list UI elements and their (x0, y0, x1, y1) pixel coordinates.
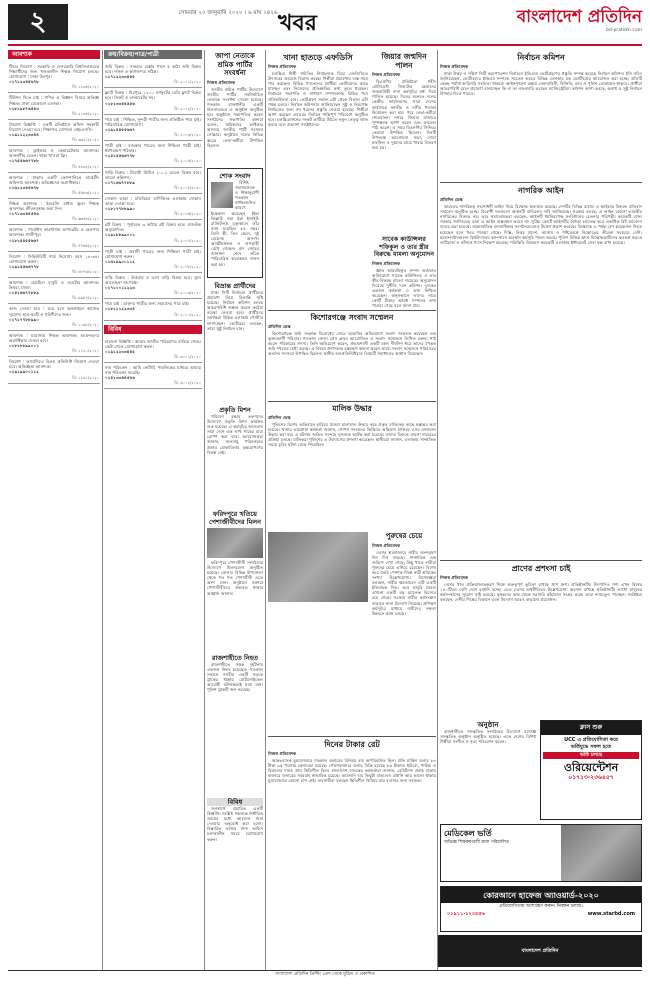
ad-text: জমি বিক্রয় : সাভারে রাস্তার পাশে ৫ কাঠা জমি বিক্রয় হবে। দলিল ও কাগজপত্র সঠিক। (105, 64, 201, 75)
classified-ad (8, 304, 100, 330)
imprint-line: বাংলাদেশ প্রতিদিন প্রিন্টিং প্রেস থেকে মুদ্রিত ও প্রকাশিত (8, 970, 642, 978)
ad-text: আবশ্যক : ড্রাইভার ও কেয়ারটেকার আবশ্যক। আকর্ষণীয় বেতন। থাকা খাওয়া ফ্রি। (9, 148, 99, 159)
classified-ad (8, 225, 100, 251)
column-divider (102, 50, 103, 970)
headline: দিনের টাকার রেট (324, 739, 380, 749)
classified-ad (104, 115, 202, 141)
ad-text: ফ্ল্যাট বিক্রয় : মিরপুরে ১২০০ বর্গফুটের রেডি ফ্ল্যাট বিক্রয় হবে। লিফট ও জেনারেটর সহ। (105, 90, 201, 101)
classified-ad (8, 120, 100, 146)
classified-ad (104, 88, 202, 114)
ad-phone[interactable]: ০১৮১৭৭৮৮৯৯০ (105, 206, 135, 212)
story-photo (207, 528, 263, 558)
headline: বিবিধ (207, 798, 263, 806)
ad-code: বি: ১১২০/২০২০ (72, 348, 99, 354)
headline: প্রকৃতি মিশন (219, 406, 251, 414)
ad-text: গাড়ি বিক্রয় : টয়োটা প্রিমিও ২০১২ মডেল বিক্রয় হবে। ভালো কন্ডিশন। (105, 169, 201, 180)
ad-text: নিয়োগ বিজ্ঞপ্তি : একটি প্রতিষ্ঠানে অফিস সহকারী নিয়োগ দেওয়া হবে। শিক্ষাগত যোগ্যতা এইচএসসি। (9, 121, 99, 132)
byline: প্রতিদিন ডেস্ক (440, 197, 463, 202)
classified-ad (8, 62, 100, 93)
classified-ad (8, 199, 100, 225)
classified-ad (8, 331, 100, 357)
story-body: রাজধানীতে সাংস্কৃতিক সংগঠনের উদ্যোগে মনোজ্ঞ সাংস্কৃতিক অনুষ্ঠান অনুষ্ঠিত হয়েছে। এতে দেশের বিশিষ্ট শিল্পীরা সংগীত ও নৃত্য পরিবেশন করেন। (440, 729, 536, 745)
story-body: ভারতের নাগরিকত্ব সংশোধনী আইন নিয়ে বিক্ষোভ অব্যাহত রয়েছে। দেশটির বিভিন্ন রাজ্যে এ আইনের বিরুদ্ধে প্রতিবাদ সমাবেশ অনুষ্ঠিত হচ্ছে। বিরোধী দলগুলো আইনটি বাতিলের দাবি জানিয়েছে। সরকার বলছে, এ আইন কোনো ভারতীয় নাগরিকের বিরুদ্ধে নয়। তবে সমালোচকরা বলছেন, আইনটি ধর্মনিরপেক্ষ সংবিধানের চেতনার পরিপন্থী। কয়েকটি রাজ্য সরকার জানিয়েছে তারা এ আইন বাস্তবায়ন করবে না। সুপ্রিম কোর্টে আইনটির বৈধতা চ্যালেঞ্জ করে একাধিক রিট আবেদন দায়ের করা হয়েছে। আন্তর্জাতিক মানবাধিকার সংগঠনগুলোও উদ্বেগ প্রকাশ করেছে। বিক্ষোভে এ পর্যন্ত বেশ কয়েকজন নিহত হয়েছেন বলে খবর পাওয়া গেছে। দিল্লি, উত্তর প্রদেশ, আসাম ও পশ্চিমবঙ্গে বিক্ষোভের তীব্রতা সবচেয়ে বেশি। ছাত্রসংগঠনগুলো বিশ্ববিদ্যালয় ক্যাম্পাসে অবস্থান কর্মসূচি পালন করছে। পুলিশ বিভিন্ন স্থানে বিক্ষোভকারীদের ছত্রভঙ্গ করতে লাঠিচার্জ ও কাঁদানে গ্যাস নিক্ষেপ করেছে। পরিস্থিতি নিয়ন্ত্রণে কয়েকটি এলাকায় ইন্টারনেট সেবা বন্ধ রাখা হয়েছে। (440, 204, 642, 245)
ad-code: বি: ২০০৮/২০২০ (174, 263, 201, 269)
classified-ad (104, 141, 202, 167)
ad-text: নিয়োগ : সিকিউরিটি গার্ড নিয়োগ। বয়স ১৮-৩৫। যোগাযোগ করুন। (9, 253, 99, 264)
footer-banner (438, 935, 642, 967)
byline: প্রতিদিন ডেস্ক (268, 415, 291, 420)
ad-phone[interactable]: ০১৭১৩৩৪৪৫৫৬ (9, 211, 39, 217)
ad-code: বি: ৪৪৩২/২০২০ (72, 163, 99, 169)
classified-ad (104, 273, 202, 299)
story-obituary (207, 168, 263, 278)
column-divider (265, 50, 266, 970)
story-body: ঢাকা উত্তর ও দক্ষিণ সিটি করপোরেশন নির্বাচনে ইভিএমে ভোটগ্রহণের প্রস্তুতি সম্পন্ন করেছে নির্বাচন কমিশন। ইসি সচিব জানিয়েছেন, ভোটারদের ইভিএম সম্পর্কে সচেতন করতে বিভিন্ন এলাকায় মক ভোটিংয়ের আয়োজন করা হচ্ছে। প্রতিটি কেন্দ্রে পর্যাপ্ত কারিগরি সহায়তা থাকবে। আইনশৃঙ্খলা রক্ষায় সেনাবাহিনী, বিজিবি, র‍্যাব ও পুলিশ মোতায়েন থাকবে। প্রার্থীরা আচরণবিধি মেনে প্রচারণা চালাচ্ছেন কি না তা নজরদারি করছেন ম্যাজিস্ট্রেটরা। কমিশন আশা করছে, অবাধ ও সুষ্ঠু নির্বাচন উপহার দিতে পারবে। (440, 71, 642, 97)
ad-phone[interactable]: ০১৭১২২৩৩৪৪৫ (105, 74, 135, 80)
ad-code: বি: ২০০৩/২০২০ (174, 132, 201, 138)
ad-phone[interactable]: ০১৮১৪৪৫৫৬৬৭ (9, 237, 39, 243)
ad-phone[interactable]: ০১৯১১২২৩৩৪৪ (9, 132, 39, 138)
ad-code: বি: ২০০৯/২০২০ (174, 290, 201, 296)
ad-code: বি: ২০০৭/২০২০ (174, 237, 201, 243)
ad-phone[interactable]: ০১৯১২২৩৩৪৪৫ (105, 348, 135, 354)
byline: নিজস্ব প্রতিবেদক (207, 79, 236, 85)
section-rule (268, 401, 436, 402)
ad-ucc[interactable] (540, 720, 642, 820)
ad-code: বি: ২০০৫/২০২০ (174, 184, 201, 190)
ad-text: কাজ দেওয়া হবে : ঘরে বসে অনলাইনে কাজের সুযোগ। ছাত্র-ছাত্রী ও গৃহিণীদের জন্য। (9, 306, 99, 317)
classified-ad (104, 299, 202, 320)
ad-phone[interactable]: ০১৯১৯৯০০১১২ (9, 369, 39, 375)
story-women-workforce (372, 532, 436, 732)
section-rule (440, 182, 642, 183)
ad-phone[interactable]: ০১৫১৫৫৬৬৭৭৮ (105, 153, 135, 159)
column-divider (437, 50, 438, 970)
ad-code: বি: ২০১০/২০২০ (174, 311, 201, 317)
masthead (462, 6, 642, 38)
ad-text: শিক্ষক আবশ্যক : ইংরেজি মাধ্যম স্কুলে শিক্ষক আবশ্যক। জীবনবৃত্তান্ত জমা দিন। (9, 200, 99, 212)
ad-text: আবশ্যক : মাদ্রাসায় শিক্ষক আবশ্যক। হাফেজদের অগ্রাধিকার দেওয়া হবে। (9, 332, 99, 343)
ad-phone[interactable]: ০১৮১৩৩৪৪৫৫৬ (105, 100, 135, 106)
ad-phone[interactable]: ০১৮১৯৮৭৬৫৪৩ (9, 105, 39, 111)
story-body: আন্তঃব্যাংক মুদ্রাবাজারে গতকাল ডলারের বিনিময় হার অপরিবর্তিত ছিল। প্রতি মার্কিন ডলার ৮৪ টাকা ৯৫ পয়সায় কেনাবেচা হয়েছে। খোলাবাজারে ডলার বিক্রি হয়েছে ৮৬ টাকায়। ইউরো, পাউন্ড ও রিয়ালের দামও প্রায় স্থিতিশীল ছিল। বাংলাদেশ ব্যাংকের কর্মকর্তারা জানান, রেমিট্যান্স প্রবাহ বাড়ায় বাজারে ডলারের সরবরাহ স্বাভাবিক রয়েছে। আমদানি ব্যয় কিছুটা বাড়লেও রপ্তানি আয় ভালো থাকায় মুদ্রাবাজারে কোনো চাপ নেই। ব্যবসায়ীরা বলছেন স্থিতিশীল বিনিময় হার ব্যবসার জন্য সহায়ক। (268, 758, 436, 784)
section-rule (268, 736, 436, 737)
story-body: কিশোরগঞ্জে জমি সংক্রান্ত বিরোধের জেরে হয়রানির অভিযোগে সংবাদ সম্মেলন করেছেন এক ভুক্তভোগী পরিবার। গতকাল জেলা প্রেস ক্লাবে আয়োজিত এ সংবাদ সম্মেলনে লিখিত বক্তব্য পাঠ করেন পরিবারের সদস্য। তিনি অভিযোগ করেন, প্রভাবশালী একটি মহল দীর্ঘদিন ধরে তাদের পৈতৃক জমি দখলের চেষ্টা করছে। এ বিষয়ে প্রশাসনের হস্তক্ষেপ কামনা করেন তারা। সংবাদ সম্মেলনে পরিবারের অন্যান্য সদস্যরা উপস্থিত ছিলেন। স্থানীয় জনপ্রতিনিধিরাও বিষয়টি সমাধানের আশ্বাস দিয়েছেন। (268, 331, 436, 357)
ad-code: বি: ২০০৪/২০২০ (174, 158, 201, 164)
byline: নিজস্ব প্রতিবেদক (440, 64, 469, 69)
ad-text: হারানো বিজ্ঞপ্তি : আমার জাতীয় পরিচয়পত্র হারিয়ে গেছে। কেউ পেলে যোগাযোগ করুন। (105, 338, 201, 349)
ad-phone[interactable]: ০১৬১৯৯০০১১২ (105, 258, 135, 264)
classified-ad (8, 252, 100, 278)
ad-text: বাড়ি বিক্রয় : উত্তরায় ৫ তলা বাড়ি বিক্রয় হবে। মূল্য আলোচনা সাপেক্ষে। (105, 275, 201, 286)
ad-text: নাম পরিবর্তন : আমি নোটারি পাবলিকের মাধ্যমে আমার নাম পরিবর্তন করেছি। (105, 365, 201, 376)
classified-heading-buy-sell: ক্রয়/বিক্রয়/পাত্র/পাত্রী (104, 50, 202, 59)
ad-text: পাত্র চাই : ডাক্তার পাত্রীর জন্য সমমানের পাত্র চাই। (105, 301, 190, 307)
byline: নিজস্ব প্রতিবেদক (268, 751, 297, 756)
ad-code: বি: ৬৬৫৪/২০২০ (72, 216, 99, 222)
story-candidates (207, 282, 263, 402)
classified-ad (8, 357, 100, 383)
headline: নির্বাচন কমিশন (517, 52, 565, 62)
story-body: পরিবেশ রক্ষায় তরুণদের উদ্যোগে প্রকৃতি মিশন কার্যক্রম শুরু হয়েছে। এ কর্মসূচির আওতায় সারা দেশে এক লাখ গাছের চারা রোপণ করা হবে। আয়োজকরা জানান, জলবায়ু পরিবর্তনের প্রভাব মোকাবিলায় বৃক্ষরোপণের বিকল্প নেই। (207, 414, 263, 455)
ad-phone[interactable]: ০১৭১৬৬৭৭৮৮৯ (105, 179, 135, 185)
ad-code: বি: ৩০০২/২০২০ (174, 380, 201, 386)
story-pran (440, 563, 642, 715)
headline: জাপা নেতাকে শ্রমিক পার্টির সংবর্ধনা (215, 52, 255, 77)
ad-phone[interactable]: ০১৭১০০১১২২৩ (105, 285, 135, 291)
ad-phone[interactable]: ০১৮১১১২২৩৩৪ (105, 306, 135, 312)
story-body: রাজশাহীতে সড়ক দুর্ঘটনায় একজন নিহত হয়েছেন। গতকাল সকালে নগরীর একটি সড়কে ট্রাকের ধাক্কায় মোটরসাইকেল আরোহী ঘটনাস্থলেই মারা যান। পুলিশ ট্রাকটি জব্দ করেছে। (207, 662, 263, 693)
story-nature (207, 406, 263, 506)
story-councillor (372, 236, 436, 308)
ad-text: আবশ্যক : ঢাকায় একটি কোম্পানিতে মার্কেটিং অফিসার আবশ্যক। অভিজ্ঞদের অগ্রাধিকার। (9, 174, 99, 185)
ad-phone[interactable]: ০১৮১৮৮৯৯০০১ (9, 343, 39, 349)
story-exchange-rate (268, 739, 436, 967)
byline: নিজস্ব প্রতিবেদক (372, 72, 401, 77)
ad-text: আবশ্যক : হোটেলে বাবুর্চি ও ওয়েটার আবশ্যক। উত্তরা, ঢাকা। (9, 280, 99, 291)
byline: নিজস্ব প্রতিবেদক (440, 575, 469, 580)
ad-phone[interactable]: ০১৬১২৩৪৫৬৭৮ (9, 184, 39, 190)
date-line: সোমবার ২০ জানুয়ারি ২০২০ । ৬ মাঘ ১৪২৬ (178, 10, 278, 16)
headline: জিয়ার জন্মদিন পালন (381, 52, 427, 70)
headline: নাগরিক আইন (518, 185, 564, 195)
ad-code: বি: ১০৯৮/২০২০ (72, 321, 99, 327)
ad-text: পাত্রী চাই : প্রবাসী পাত্রের জন্য শিক্ষিতা পাত্রী চাই। যোগাযোগ করুন। (105, 248, 201, 259)
ad-phone[interactable]: ০১৫১৩৩৪৪৫৫৬ (105, 375, 135, 381)
story-citizenship-law (440, 185, 642, 557)
headline: সাবেক কাউন্সিলর শফিকুল ও তার স্ত্রীর বিরুদ্ধে মামলা অনুমোদন (373, 236, 435, 258)
ad-phone[interactable]: ০১৯১৮৮৯৯০০১ (105, 232, 135, 238)
ad-phone[interactable]: ০১৯১৫৫৬৬৭৭৮ (9, 263, 39, 269)
byline: প্রতিদিন ডেস্ক (268, 324, 291, 329)
story-body: দেশের শ্রমবাজারে নারীর অংশগ্রহণ দিন দিন বাড়ছে। সাম্প্রতিক এক জরিপে দেখা গেছে, কিছু খাতে নারীরা পুরুষের চেয়ে এগিয়ে রয়েছেন। বিশেষ করে তৈরি পোশাক শিল্পে নারী শ্রমিকের সংখ্যা উল্লেখযোগ্য। বিশেষজ্ঞরা বলছেন, নারীর ক্ষমতায়নে এটি একটি ইতিবাচক দিক। তবে মজুরি বৈষম্য এখনো একটি বড় চ্যালেঞ্জ হিসেবে রয়ে গেছে। সরকার নারীর কর্মসংস্থান বাড়াতে নানা উদ্যোগ নিয়েছে। প্রশিক্ষণ কর্মসূচির মাধ্যমে নারীদের দক্ষতা উন্নয়নে কাজ চলছে। (372, 549, 436, 616)
story-body: বিশিষ্ট সমাজসেবক ও শিক্ষানুরাগী গতকাল বার্ধক্যজনিত কারণে ইন্তেকাল করেছেন (ইন্না লিল্লাহি ওয়া ইন্না ইলাইহি রাজিউন)। মৃত্যুকালে তাঁর বয়স হয়েছিল ৮৫ বছর। তিনি স্ত্রী, তিন ছেলে, দুই মেয়েসহ অসংখ্য আত্মীয়স্বজন ও গুণগ্রাহী রেখে গেছেন। বাদ জোহর জানাজা শেষে তাঁকে পারিবারিক কবরস্থানে দাফন করা হয়। (211, 180, 259, 267)
ad-code: বি: ৮৮৭৬/২০২০ (72, 269, 99, 274)
page-header (8, 4, 642, 42)
headline: ফরিদপুরে খতিয়ে পেশাজীবীদের মিলন (209, 510, 261, 526)
ad-code: বি: ২০০১/২০২০ (174, 79, 201, 85)
story-faridpur (207, 510, 263, 650)
story-japa (207, 52, 263, 164)
ad-code: বি: ৩০০১/২০২০ (174, 353, 201, 359)
classified-ad (104, 168, 202, 194)
ad-heading: ক্লাস শুরু (541, 721, 641, 735)
ad-code: বি: ৯৯৮৭/২০২০ (72, 295, 99, 301)
ad-line: ভর্তিযুদ্ধে সফল হতে (570, 743, 612, 750)
story-body: ঢাকা সিটি নির্বাচনে প্রার্থীদের প্রচারণা নিয়ে বিভ্রান্তি সৃষ্টি হয়েছে। নির্বাচন কমিশন বলছে আচরণবিধি লঙ্ঘন করলে কঠোর ব্যবস্থা নেওয়া হবে। প্রার্থীদের সমর্থকরা বিভিন্ন এলাকায় পোস্টার লাগাচ্ছেন। ভোটাররা বলছেন, তারা সুষ্ঠু নির্বাচন চান। (207, 290, 263, 331)
classified-ad (8, 173, 100, 199)
ad-phone[interactable]: ০১৭১৭৭৮৮৯৯০ (9, 316, 39, 322)
classified-ad (104, 363, 202, 389)
ad-text: প্লট বিক্রয় : পূর্বাচলে ৩ কাঠার প্লট বিক্রয় হবে। রাজউক অনুমোদিত। (105, 222, 201, 233)
story-election-commission (440, 52, 642, 180)
story-photo (268, 532, 368, 602)
ad-text: নিয়োগ : ফার্মেসিতে বিক্রয় প্রতিনিধি নিয়োগ দেওয়া হবে। অভিজ্ঞতা আবশ্যক। (9, 359, 99, 370)
story-fdc (268, 52, 368, 308)
classified-ad (8, 146, 100, 172)
story-body: বিএনপির প্রতিষ্ঠাতা শহীদ প্রেসিডেন্ট জিয়াউর রহমানের জন্মবার্ষিকী নানা কর্মসূচির মধ্য দিয়ে পালিত হয়েছে। দিনের শুরুতে দলের কেন্দ্রীয় কার্যালয়সহ সারা দেশের কার্যালয়ে জাতীয় ও দলীয় পতাকা উত্তোলন করা হয়। পরে নেতা-কর্মীরা শেরেবাংলা নগরে জিয়ার মাজারে পুষ্পস্তবক অর্পণ করেন এবং ফাতেহা পাঠ করেন। এ সময় বিএনপির সিনিয়র নেতারা উপস্থিত ছিলেন। দিনটি উপলক্ষে আলোচনা সভা, দোয়া মাহফিল ও দুস্থদের মাঝে খাবার বিতরণ করা হয়। (372, 79, 436, 151)
ad-phone: ০১৯১১-১২৩৪৫৬ (447, 911, 485, 917)
story-body: ফরিদপুরে পেশাজীবী সংগঠনের উদ্যোগে মিলনমেলা অনুষ্ঠিত হয়েছে। জেলার বিভিন্ন উপজেলা থেকে শত শত পেশাজীবী এতে অংশ নেন। অনুষ্ঠানে বক্তারা পেশাজীবীদের ঐক্যবদ্ধ থাকার আহ্বান জানান। (207, 560, 263, 596)
story-body: দেশের খাদ্য প্রক্রিয়াজাতকরণ শিল্পে গুরুত্বপূর্ণ ভূমিকা রাখছে প্রাণ গ্রুপ। প্রতিষ্ঠানটির উৎপাদিত পণ্য এখন বিশ্বের ১৪০টিরও বেশি দেশে রপ্তানি হচ্ছে। এতে দেশের অর্থনীতিতে উল্লেখযোগ্য অবদান রাখছে প্রতিষ্ঠানটি। লাখো মানুষের কর্মসংস্থানের সুযোগ সৃষ্টি হয়েছে। কৃষকদের কাছ থেকে সরাসরি কাঁচামাল সংগ্রহ করায় তারা ন্যায্যমূল্য পাচ্ছেন। সংশ্লিষ্টরা বলছেন, দেশীয় শিল্পের বিকাশে এমন উদ্যোগ আরও বাড়ানো প্রয়োজন। (440, 582, 642, 603)
banner-text: বাংলাদেশ প্রতিদিন (521, 948, 559, 954)
classified-ad (8, 93, 100, 119)
headline: পুরুষের চেয়ে (385, 532, 423, 540)
ad-text: আবশ্যক : গার্মেন্টস কারখানায় অপারেটর ও হেলপার আবশ্যক। গাজীপুর। (9, 227, 99, 238)
classified-heading: আবশ্যক (8, 50, 100, 59)
story-body: জাতীয় শ্রমিক পার্টির উদ্যোগে জাতীয় পার্টির নবনির্বাচিত নেতাকে সংবর্ধনা দেওয়া হয়েছে। গতকাল রাজধানীর একটি মিলনায়তনে এ অনুষ্ঠান অনুষ্ঠিত হয়। অনুষ্ঠানে সভাপতিত্ব করেন সংগঠনের সভাপতি। বক্তারা বলেন, শ্রমিকদের অধিকার আদায়ে জাতীয় পার্টি সবসময় সোচ্চার। অনুষ্ঠানে দলের বিভিন্ন স্তরের নেতা-কর্মীরা উপস্থিত ছিলেন। (207, 86, 263, 148)
ad-line: ভর্তি চলছে (543, 752, 639, 759)
headline: শোক সংবাদ (219, 172, 251, 180)
classified-ad (104, 62, 202, 88)
story-zia-birthday (372, 52, 436, 232)
ad-big-text: ওরিয়েন্টেশন (563, 760, 619, 774)
headline: বিভ্রান্ত প্রার্থীদের (214, 282, 256, 290)
classified-heading-misc: বিবিধ (104, 325, 202, 334)
ad-text: টিউশন দিতে চাই : গণিত ও বিজ্ঞান বিষয়ে অভিজ্ঞ শিক্ষক। ঢাকা যেকোনো এলাকা। (9, 95, 99, 106)
page-number: ২ (8, 4, 68, 40)
ad-code: বি: ২০০৬/২০২০ (174, 211, 201, 217)
headline: রাজশাহীতে নিহত (211, 654, 259, 662)
classified-ad (104, 247, 202, 273)
ad-text: পাত্রী চাই : ব্যাংকার পাত্রের জন্য শিক্ষিতা পাত্রী চাই। ধর্মপরায়ণ পরিবার। (105, 143, 201, 154)
story-kishoreganj (268, 313, 436, 399)
masthead-logo: বাংলাদেশ প্রতিদিন (516, 7, 642, 27)
story-body: জনস্বার্থে প্রচারিত একটি বিজ্ঞপ্তি। সংশ্লিষ্ট সকলকে নির্ধারিত সময়ের মধ্যে আবেদন জমা দেওয়ার অনুরোধ করা হলো। বিস্তারিত তথ্যের জন্য অফিস চলাকালীন সময়ে যোগাযোগ করুন। (207, 806, 263, 842)
masthead-url: bd-pratidin.com (606, 28, 642, 33)
ad-text: পাত্র চাই : শিক্ষিত, সুন্দরী পাত্রীর জন্য প্রতিষ্ঠিত পাত্র চাই। পারিবারিক যোগাযোগ। (105, 116, 201, 127)
ad-image (561, 825, 641, 881)
story-rajshahi (207, 654, 263, 794)
ad-phone[interactable]: ০১৭১২৩৪৫৬৭৮ (9, 79, 39, 85)
ad-code: বি: ২০০২/২০২০ (174, 105, 201, 111)
byline: নিজস্ব প্রতিবেদক (268, 64, 297, 69)
story-recovery (268, 404, 436, 528)
section-rule (440, 560, 642, 561)
header-rule (8, 44, 642, 46)
byline: নিজস্ব প্রতিবেদক (372, 260, 401, 266)
section-rule (268, 310, 436, 311)
ad-phone: ০১৭১৩-২৩৬৪৫৭ (568, 773, 614, 781)
story-body: চলচ্চিত্র শিল্পী সমিতির নির্বাচনকে ঘিরে এফডিসিতে উৎসবের আমেজ বিরাজ করছে। শিল্পীরা প্রচারণায় ব্যস্ত সময় পার করছেন। বিভিন্ন প্যানেলের প্রার্থীরা ভোটারদের কাছে যাচ্ছেন এবং নিজেদের প্রতিশ্রুতির কথা তুলে ধরছেন। নির্বাচনে সভাপতি ও সাধারণ সম্পাদকসহ বিভিন্ন পদে প্রতিদ্বন্দ্বিতা হবে। ভোটগ্রহণ সকাল ৯টা থেকে বিকাল ৫টা পর্যন্ত চলবে। নির্বাচন কমিশনার জানিয়েছেন সুষ্ঠু ও নিরপেক্ষ নির্বাচনের জন্য সব ধরনের প্রস্তুতি নেওয়া হয়েছে। শিল্পীরা আশা করছেন এবারের নির্বাচন শান্তিপূর্ণ পরিবেশে অনুষ্ঠিত হবে। চলচ্চিত্রাঙ্গনের সংকট কাটিয়ে উঠতে নতুন নেতৃত্ব কাজ করবে বলে প্রত্যাশা সংশ্লিষ্টদের। (268, 71, 368, 128)
ad-body: অভিজ্ঞ শিক্ষকমণ্ডলী দ্বারা পরিচালিত (444, 840, 510, 845)
ad-line: UCC এ প্রতিযোগিতা করে (564, 737, 618, 743)
ad-code: বি: ৫৫৪৩/২০২০ (72, 189, 99, 195)
classified-ad (8, 278, 100, 304)
ad-medical[interactable] (440, 824, 642, 882)
classified-column-1 (8, 50, 100, 970)
ad-code: বি: ৩৩২১/২০২০ (72, 137, 99, 143)
story-body: জ্ঞাত আয়বহির্ভূত সম্পদ অর্জনের অভিযোগে সাবেক কাউন্সিলর ও তার স্ত্রীর বিরুদ্ধে মামলা দায়েরের অনুমোদন দিয়েছে দুর্নীতি দমন কমিশন। দুদকের একজন কর্মকর্তা এ তথ্য নিশ্চিত করেছেন। অনুসন্ধানে তাদের নামে কোটি টাকার অবৈধ সম্পদের তথ্য পাওয়া গেছে বলে জানা যায়। (372, 267, 436, 308)
classified-ad (104, 220, 202, 246)
ad-text: টিচার নিয়োগ : সরকারি ও বেসরকারি বিশ্ববিদ্যালয়ের শিক্ষার্থীদের জন্য খণ্ডকালীন শিক্ষক নিয়োগ চলছে। যোগাযোগ : ঢাকা মিরপুর। (9, 64, 99, 80)
obituary-photo (211, 182, 233, 208)
ad-body: প্রতিযোগিতায় অংশগ্রহণ করুন। নিবন্ধন চলছে। (499, 904, 583, 909)
section-title: খবর (278, 10, 317, 36)
ad-code: বি: ২১৩৪/২০২০ (72, 110, 99, 116)
ad-code: বি: ১২৩১/২০২০ (72, 374, 99, 380)
column-divider (204, 50, 205, 970)
classified-column-2 (104, 50, 202, 970)
headline: কিশোরগঞ্জে সংবাদ সম্মেলন (310, 313, 394, 322)
classified-ad (104, 337, 202, 363)
story-misc (207, 798, 263, 968)
ad-text: দোকান ভাড়া : মতিঝিলে বাণিজ্যিক এলাকায় দোকান ভাড়া দেওয়া হবে। (105, 195, 201, 206)
headline: মালিক উদ্ধার (332, 404, 372, 413)
story-body: পুলিশের বিশেষ অভিযানে হারিয়ে যাওয়া মালামাল উদ্ধার করে প্রকৃত মালিকের কাছে হস্তান্তর করা হয়েছে। থানার ভারপ্রাপ্ত কর্মকর্তা জানান, গোপন সংবাদের ভিত্তিতে অভিযান চালিয়ে এসব মালামাল উদ্ধার করা হয়। এ ঘটনায় জড়িত সন্দেহে দুজনকে আটক করা হয়েছে। তাদের বিরুদ্ধে মামলা দায়েরের প্রক্রিয়া চলছে। মালিকরা পুলিশের এ উদ্যোগের প্রশংসা করেছেন। স্থানীয়রা জানান, এলাকায় সাম্প্রতিক সময়ে চুরির ঘটনা বেড়ে গিয়েছিল। (268, 422, 436, 448)
headline: প্রাণের প্রশংসা চাই (511, 563, 571, 573)
classified-ad (104, 194, 202, 220)
ad-website[interactable]: www.starbd.com (587, 911, 635, 917)
story-event (440, 720, 536, 820)
ad-code: বি: ১২৩৪/২০২০ (72, 84, 99, 90)
headline: অনুষ্ঠান (477, 720, 499, 729)
headline: খানা হাতড়ে এফডিসি (283, 52, 353, 62)
byline: নিজস্ব প্রতিবেদক (372, 542, 401, 548)
ad-title: কোরআনে হাফেজ অ্যাওয়ার্ড-২০২০ (441, 887, 641, 903)
ad-phone[interactable]: ০১৭৫৫৬৬৭৭৮৮ (9, 158, 39, 164)
ad-phone[interactable]: ০১৯১৪৪৫৫৬৬৭ (105, 126, 135, 132)
ad-heading: মেডিকেল ভর্তি (444, 828, 492, 838)
ad-phone[interactable]: ০১৫১৬৬৭৭৮৮৯ (9, 290, 39, 296)
ad-quran-award[interactable] (440, 886, 642, 932)
ad-code: বি: ৭৭৬৫/২০২০ (72, 242, 99, 248)
